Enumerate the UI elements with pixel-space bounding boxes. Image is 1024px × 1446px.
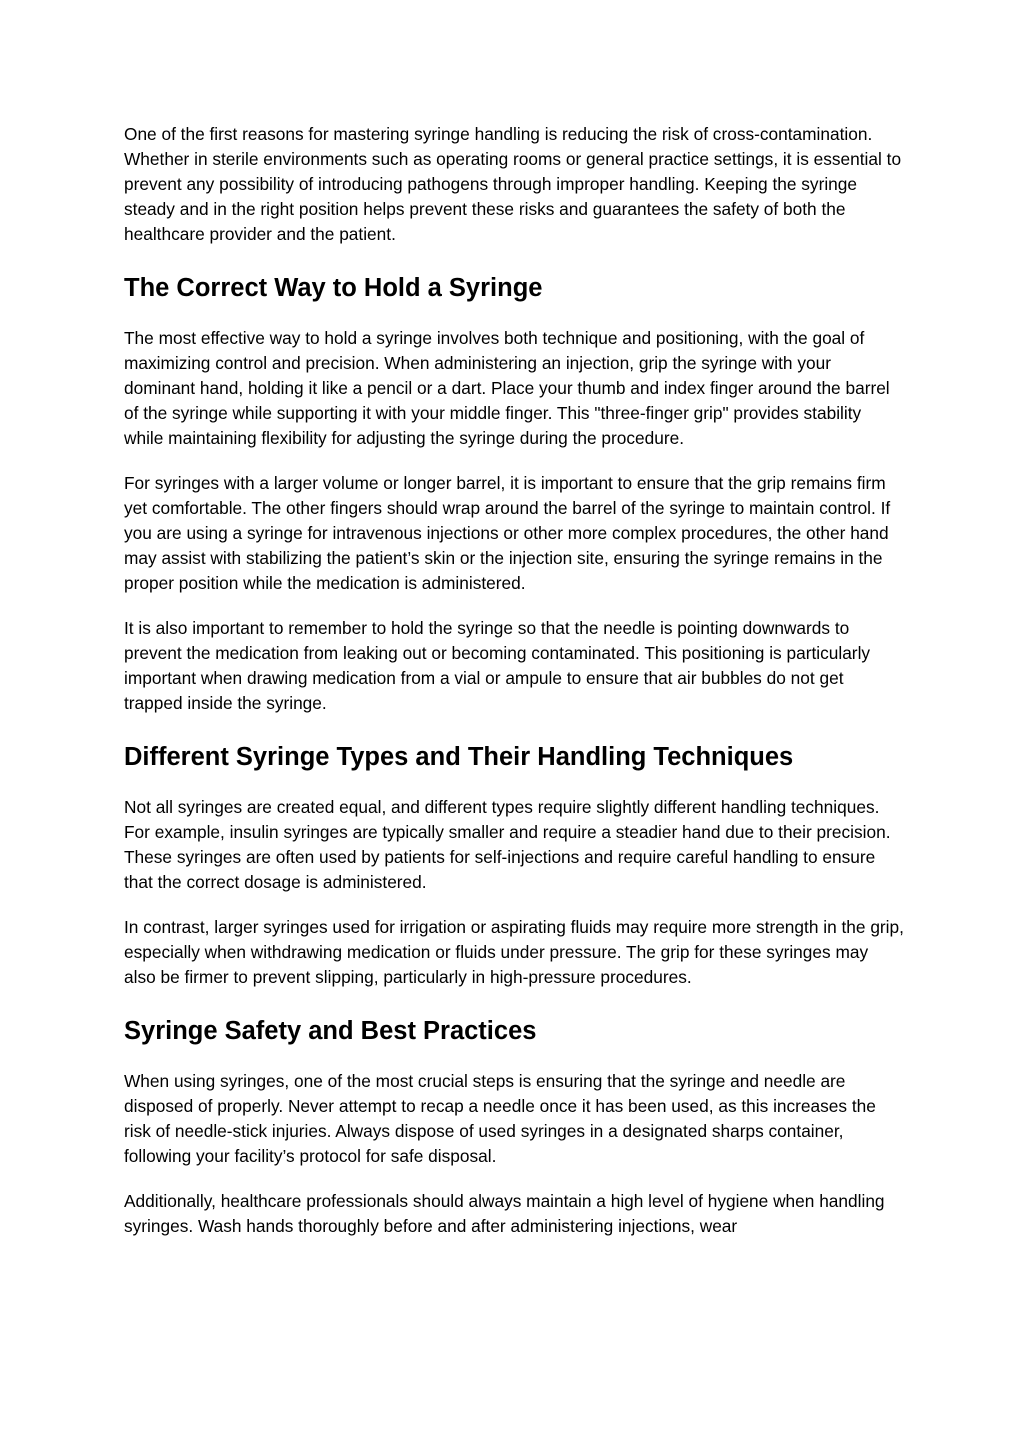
paragraph: It is also important to remember to hold the syringe so that the needle is pointing downwards to prevent the medication from leaking out or becoming contaminated. This positioning is particularly important when drawing medication from a vial or ampule to ensure that air bubbles do not get trapped inside the syringe. bbox=[124, 618, 871, 713]
section-heading-correct-way bbox=[124, 267, 904, 305]
paragraph: The most effective way to hold a syringe involves both technique and positioning, with the goal of maximizing control and precision. When administering an injection, grip the syringe with your dominant hand, holding it like a pencil or a dart. Place your thumb and index finger around the barrel of the syringe while supporting it with your middle finger. This "three-finger grip" provides stability while maintaining flexibility for adjusting the syringe during the procedure. bbox=[124, 328, 890, 448]
paragraph: In contrast, larger syringes used for irrigation or aspirating fluids may require more strength in the grip, especially when withdrawing medication or fluids under pressure. The grip for these syringes may also be firmer to prevent slipping, particularly in high-pressure procedures. bbox=[124, 917, 904, 987]
section-heading-text: The Correct Way to Hold a Syringe bbox=[124, 274, 543, 302]
section-heading-safety bbox=[124, 1010, 904, 1048]
section-heading-text: Different Syringe Types and Their Handling Techniques bbox=[124, 743, 794, 771]
intro-paragraph: One of the first reasons for mastering syringe handling is reducing the risk of cross-contamination. Whether in sterile environments such as operating rooms or general practice settings, it is essential to prevent any possibility of introducing pathogens through improper handling. Keeping the syringe steady and in the right position helps prevent these risks and guarantees the safety of both the healthcare provider and the patient. bbox=[124, 124, 902, 244]
section-heading-text: Syringe Safety and Best Practices bbox=[124, 1017, 537, 1045]
paragraph: Additionally, healthcare professionals should always maintain a high level of hygiene when handling syringes. Wash hands thoroughly before and after administering injections, wear bbox=[124, 1191, 885, 1236]
document-page bbox=[124, 122, 904, 1259]
paragraph: Not all syringes are created equal, and different types require slightly different handling techniques. For example, insulin syringes are typically smaller and require a steadier hand due to their precision. These syringes are often used by patients for self-injections and require careful handling to ensure that the correct dosage is administered. bbox=[124, 797, 891, 892]
paragraph: When using syringes, one of the most crucial steps is ensuring that the syringe and needle are disposed of properly. Never attempt to recap a needle once it has been used, as this increases the risk of needle-stick injuries. Always dispose of used syringes in a designated sharps container, following your facility’s protocol for safe disposal. bbox=[124, 1071, 876, 1166]
paragraph: For syringes with a larger volume or longer barrel, it is important to ensure that the grip remains firm yet comfortable. The other fingers should wrap around the barrel of the syringe to maintain control. If you are using a syringe for intravenous injections or other more complex procedures, the other hand may assist with stabilizing the patient’s skin or the injection site, ensuring the syringe remains in the proper position while the medication is administered. bbox=[124, 473, 891, 593]
section-heading-syringe-types bbox=[124, 736, 904, 774]
